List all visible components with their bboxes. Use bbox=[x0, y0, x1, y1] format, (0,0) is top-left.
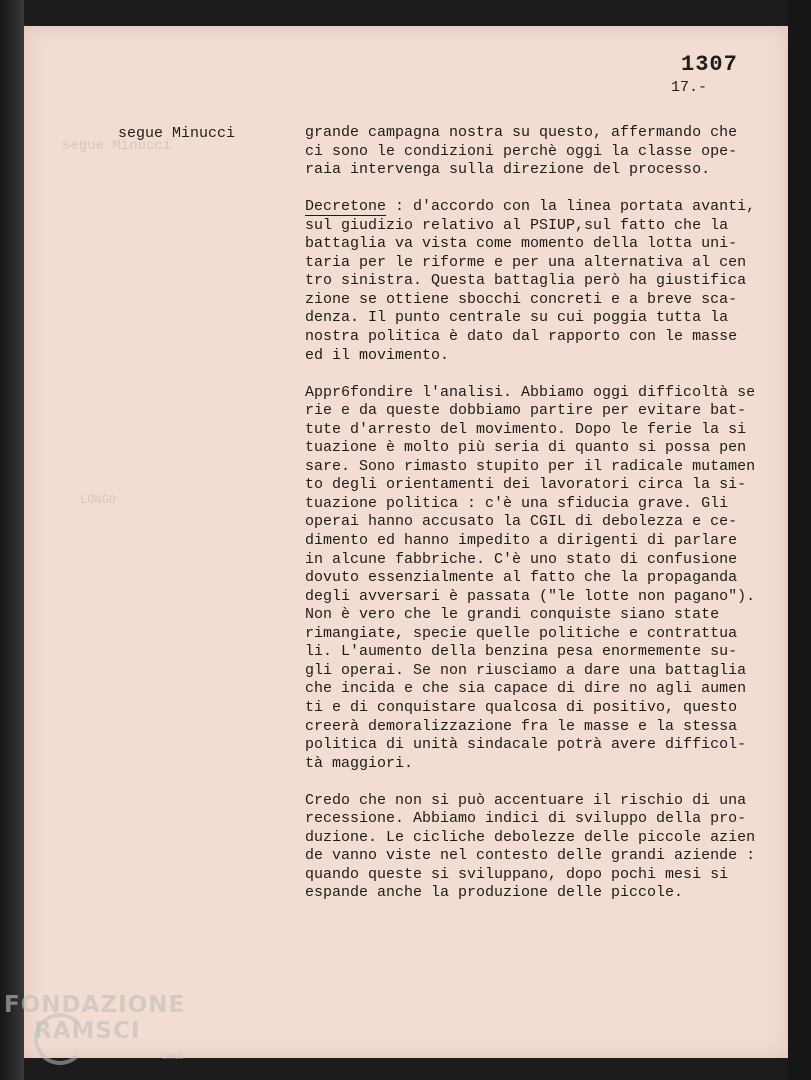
text-line: nostra politica è dato dal rapporto con le masse bbox=[305, 328, 738, 346]
paragraph-4 bbox=[305, 792, 783, 903]
paragraph-2 bbox=[305, 198, 783, 365]
watermark-g-logo-icon bbox=[34, 1013, 86, 1065]
text-line: Appr6fondire l'analisi. Abbiamo oggi difficoltà se bbox=[305, 383, 756, 401]
text-line: degli avversari è passata ("le lotte non pagano"). bbox=[305, 587, 756, 605]
text-line: politica di unità sindacale potrà avere difficol- bbox=[305, 736, 747, 754]
text-line bbox=[305, 198, 783, 217]
document-body bbox=[305, 124, 783, 922]
text-line: duzione. Le cicliche debolezze delle piccole azien bbox=[305, 828, 756, 846]
scan-right-edge bbox=[788, 0, 811, 1080]
text-line: tuazione politica : c'è una sfiducia grave. Gli bbox=[305, 494, 729, 512]
text-line: operai hanno accusato la CGIL di debolezza e ce- bbox=[305, 513, 738, 531]
text-line: dovuto essenzialmente al fatto che la propaganda bbox=[305, 569, 738, 587]
text-line: to degli orientamenti dei lavoratori circa la si- bbox=[305, 476, 747, 494]
text-line: ti e di conquistare qualcosa di positivo, questo bbox=[305, 698, 738, 716]
text-line: che incida e che sia capace di dire no agli aumen bbox=[305, 680, 747, 698]
text-line: quando queste si sviluppano, dopo pochi mesi si bbox=[305, 865, 729, 883]
watermark-line: FONDAZIONE bbox=[4, 992, 186, 1018]
text-line: grande campagna nostra su questo, affermando che bbox=[305, 124, 738, 141]
text-line: tro sinistra. Questa battaglia però ha giustifica bbox=[305, 272, 747, 290]
text-line: tà maggiori. bbox=[305, 754, 414, 772]
text-line: Credo che non si può accentuare il rischio di una bbox=[305, 791, 747, 809]
speaker-margin-label: segue Minucci bbox=[118, 125, 236, 142]
text-line: ed il movimento. bbox=[305, 346, 450, 364]
text-line: Non è vero che le grandi conquiste siano state bbox=[305, 606, 720, 624]
text-line: rimangiate, specie quelle politiche e contrattua bbox=[305, 624, 738, 642]
watermark-line: onlus bbox=[162, 1052, 184, 1061]
text-line: denza. Il punto centrale su cui poggia tutta la bbox=[305, 309, 729, 327]
text-line: creerà demoralizzazione fra le masse e la stessa bbox=[305, 717, 738, 735]
paragraph-1 bbox=[305, 124, 783, 180]
text-line: espande anche la produzione delle piccole. bbox=[305, 884, 684, 902]
text-line: rie e da queste dobbiamo partire per evitare bat- bbox=[305, 402, 747, 420]
speaker-name: Decretone bbox=[305, 198, 387, 216]
text-line: taria per le riforme e per una alternativa al cen bbox=[305, 253, 747, 271]
text-line: ci sono le condizioni perchè oggi la classe ope- bbox=[305, 142, 738, 160]
text-line: gli operai. Se non riusciamo a dare una battaglia bbox=[305, 661, 747, 679]
text-line: in alcune fabbriche. C'è uno stato di confusione bbox=[305, 550, 738, 568]
text-line: sul giudizio relativo al PSIUP,sul fatto che la bbox=[305, 216, 729, 234]
watermark-line: RAMSCI bbox=[34, 1018, 141, 1044]
text-line: recessione. Abbiamo indici di sviluppo della pro- bbox=[305, 810, 747, 828]
bleed-through-text: segue Minucci bbox=[62, 138, 172, 154]
text-line: li. L'aumento della benzina pesa enormemente su- bbox=[305, 643, 738, 661]
text-line: tuazione è molto più seria di quanto si possa pen bbox=[305, 439, 747, 457]
page-number: 1307 bbox=[681, 52, 738, 77]
sub-page-number: 17.- bbox=[671, 79, 708, 96]
text-line: tute d'arresto del movimento. Dopo le ferie la si bbox=[305, 420, 747, 438]
bleed-through-text: LONGO bbox=[80, 493, 117, 507]
text-line: de vanno viste nel contesto delle grandi aziende : bbox=[305, 847, 756, 865]
text-line: sare. Sono rimasto stupito per il radicale mutamen bbox=[305, 457, 756, 475]
text-fragment: : d'accordo con la linea portata avanti, bbox=[386, 198, 756, 216]
paragraph-3 bbox=[305, 384, 783, 773]
fondazione-gramsci-watermark bbox=[4, 992, 186, 1061]
scan-left-edge bbox=[0, 0, 24, 1080]
text-line: zione se ottiene sbocchi concreti e a breve sca- bbox=[305, 290, 738, 308]
text-line: battaglia va vista come momento della lotta uni- bbox=[305, 235, 738, 253]
text-line: dimento ed hanno impedito a dirigenti di parlare bbox=[305, 532, 738, 550]
text-line: raia intervenga sulla direzione del processo. bbox=[305, 161, 711, 179]
